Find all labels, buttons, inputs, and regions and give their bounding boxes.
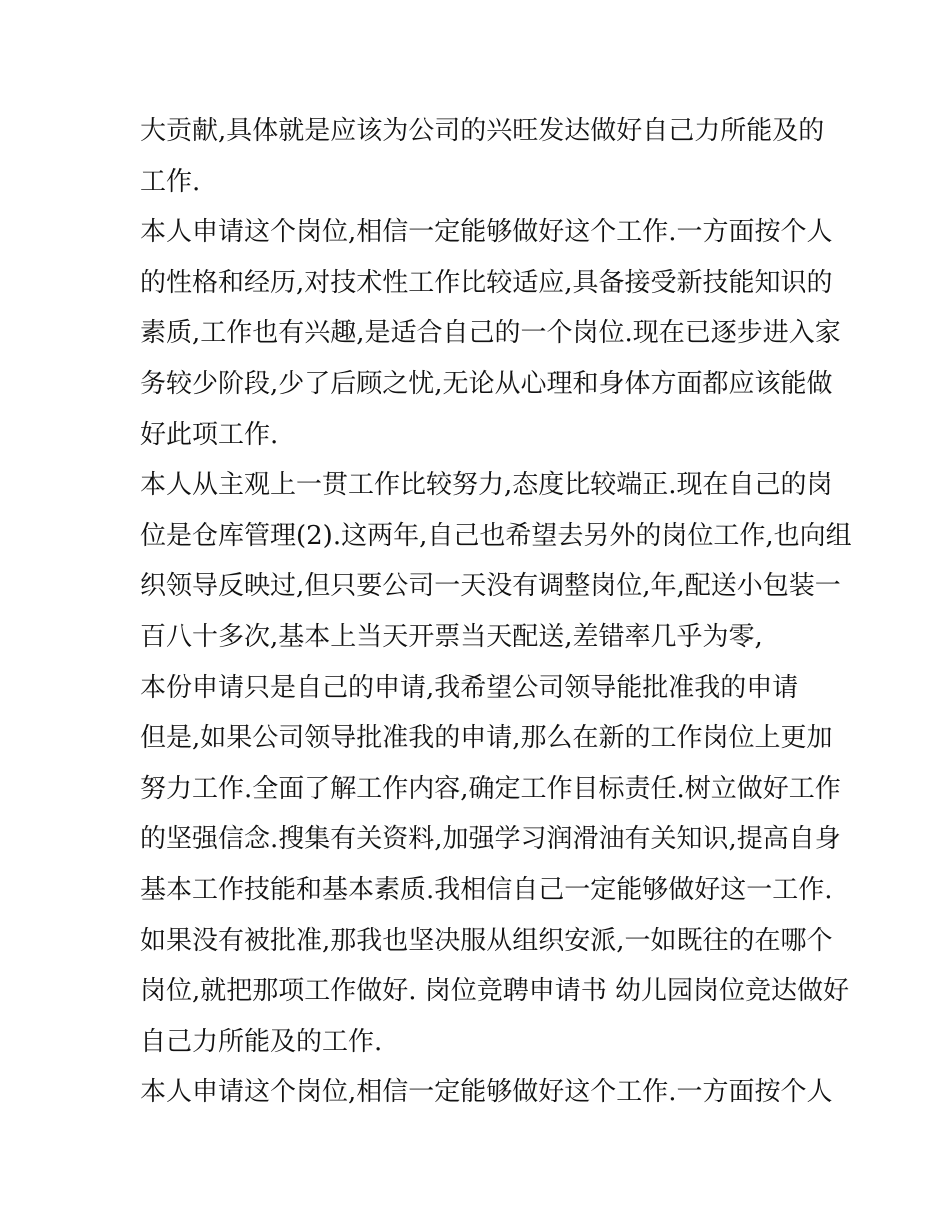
text-line: 努力工作.全面了解工作内容,确定工作目标责任.树立做好工作 (140, 773, 841, 804)
document-body (140, 106, 852, 1118)
text-line: 素质,工作也有兴趣,是适合自己的一个岗位.现在已逐步进入家 (140, 318, 841, 349)
text-line: 务较少阶段,少了后顾之忧,无论从心理和身体方面都应该能做 (140, 368, 833, 399)
text-line: 的性格和经历,对技术性工作比较适应,具备接受新技能知识的 (140, 267, 833, 298)
text-line: 大贡献,具体就是应该为公司的兴旺发达做好自己力所能及的 (140, 116, 825, 146)
text-line: 自己力所能及的工作. (140, 1026, 383, 1057)
text-line: 本份申请只是自己的申请,我希望公司领导能批准我的申请 (140, 672, 799, 703)
text-line: 本人申请这个岗位,相信一定能够做好这个工作.一方面按个人 (140, 217, 833, 248)
text-line: 位是仓库管理(2).这两年,自己也希望去另外的岗位工作,也向组 (140, 520, 852, 551)
text-line: 百八十多次,基本上当天开票当天配送,差错率几乎为零, (140, 621, 763, 652)
text-line: 但是,如果公司领导批准我的申请,那么在新的工作岗位上更加 (140, 723, 833, 754)
text-line: 的坚强信念.搜集有关资料,加强学习润滑油有关知识,提高自身 (140, 824, 841, 855)
text-line: 基本工作技能和基本素质.我相信自己一定能够做好这一工作. (140, 874, 833, 905)
text-line: 本人申请这个岗位,相信一定能够做好这个工作.一方面按个人 (140, 1077, 833, 1108)
text-line: 本人从主观上一贯工作比较努力,态度比较端正.现在自己的岗 (140, 470, 833, 501)
text-line: 岗位,就把那项工作做好. 岗位竞聘申请书 幼儿园岗位竞达做好 (140, 976, 850, 1007)
text-line: 织领导反映过,但只要公司一天没有调整岗位,年,配送小包装一 (140, 571, 841, 602)
text-line: 工作. (140, 166, 201, 197)
text-line: 好此项工作. (140, 419, 279, 450)
text-line: 如果没有被批准,那我也坚决服从组织安派,一如既往的在哪个 (140, 925, 833, 956)
